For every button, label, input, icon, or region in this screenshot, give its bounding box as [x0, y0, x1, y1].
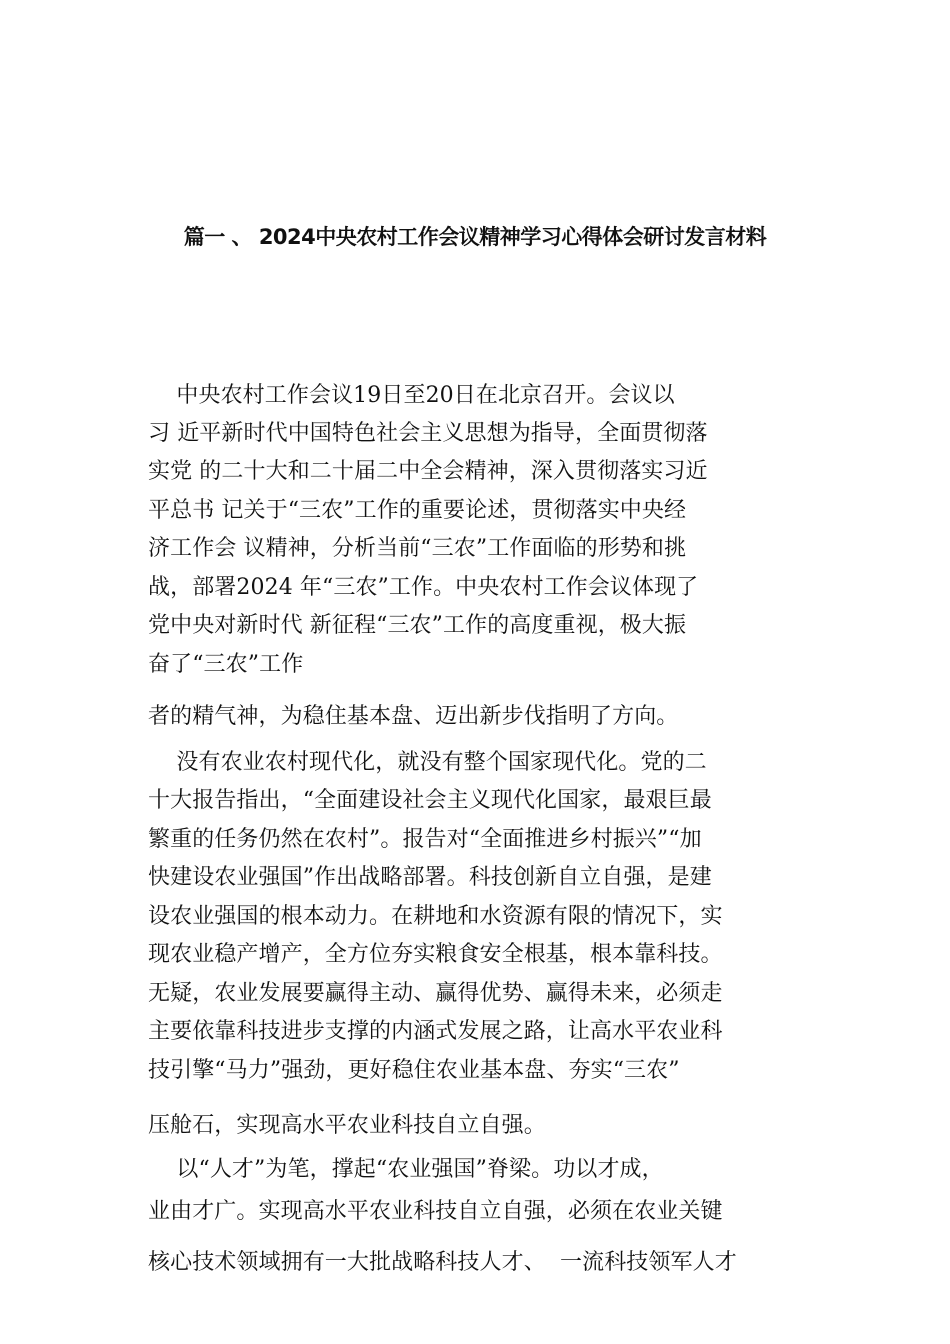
body-line: 实党 的二十大和二十届二中全会精神，深入贯彻落实习近: [148, 459, 708, 484]
body-line: 济工作会 议精神，分析当前“三农”工作面临的形势和挑: [148, 536, 687, 561]
body-line: 中央农村工作会议19日至20日在北京召开。会议以: [148, 383, 675, 408]
body-line: 设农业强国的根本动力。在耕地和水资源有限的情况下，实: [148, 904, 723, 929]
body-line: 十大报告指出，“全面建设社会主义现代化国家，最艰巨最: [148, 788, 712, 813]
body-line: 无疑，农业发展要赢得主动、赢得优势、赢得未来，必须走: [148, 981, 723, 1006]
body-line: 党中央对新时代 新征程“三农”工作的高度重视，极大振: [148, 613, 687, 638]
body-line: 习 近平新时代中国特色社会主义思想为指导，全面贯彻落: [148, 421, 708, 446]
body-line: 主要依靠科技进步支撑的内涵式发展之路，让高水平农业科: [148, 1019, 723, 1044]
body-line: 现农业稳产增产，全方位夯实粮食安全根基，根本靠科技。: [148, 942, 723, 967]
body-line: 没有农业农村现代化，就没有整个国家现代化。党的二: [148, 750, 707, 775]
body-line: 快建设农业强国”作出战略部署。科技创新自立自强，是建: [148, 865, 712, 890]
body-line: 战，部署2024 年“三农”工作。中央农村工作会议体现了: [148, 575, 699, 600]
document-title: 篇一 、 2024中央农村工作会议精神学习心得体会研讨发言材料: [183, 225, 767, 249]
body-line: 核心技术领域拥有一大批战略科技人才、 一流科技领军人才: [148, 1250, 737, 1275]
body-line: 者的精气神，为稳住基本盘、迈出新步伐指明了方向。: [148, 704, 679, 729]
body-line: 奋了“三农”工作: [148, 652, 304, 677]
body-line: 技引擎“马力”强劲，更好稳住农业基本盘、夯实“三农”: [148, 1058, 680, 1083]
body-line: 平总书 记关于“三农”工作的重要论述，贯彻落实中央经: [148, 498, 687, 523]
body-line: 压舱石，实现高水平农业科技自立自强。: [148, 1113, 546, 1138]
body-line: 以“人才”为笔，撑起“农业强国”脊梁。功以才成，: [148, 1157, 664, 1182]
body-line: 业由才广。实现高水平农业科技自立自强，必须在农业关键: [148, 1199, 723, 1224]
body-line: 繁重的任务仍然在农村”。报告对“全面推进乡村振兴”“加: [148, 827, 702, 852]
